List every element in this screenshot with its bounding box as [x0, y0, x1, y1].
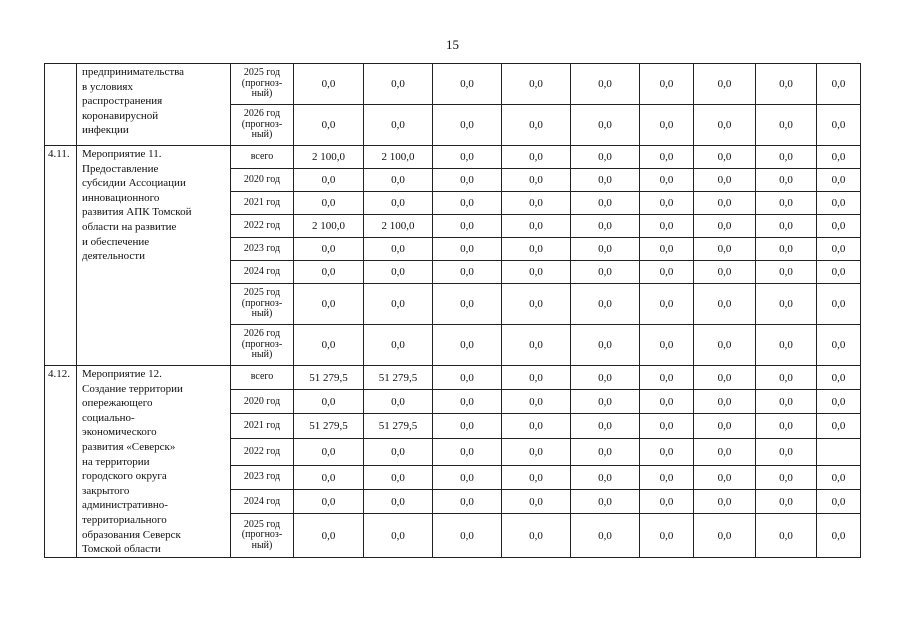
- year-cell: 2026 год (прогноз- ный): [231, 325, 294, 366]
- value-cell: 0,0: [364, 105, 433, 146]
- value-cell: 0,0: [694, 192, 756, 215]
- value-cell: 51 279,5: [294, 414, 364, 438]
- value-cell: 0,0: [640, 146, 694, 169]
- page-number: 15: [446, 37, 459, 52]
- value-cell: 0,0: [502, 261, 571, 284]
- value-cell: 0,0: [502, 284, 571, 325]
- value-cell: 2 100,0: [364, 146, 433, 169]
- budget-table: [44, 63, 861, 558]
- value-cell: 0,0: [571, 169, 640, 192]
- value-cell: 0,0: [433, 390, 502, 414]
- value-cell: 0,0: [694, 146, 756, 169]
- value-cell: 0,0: [756, 366, 817, 390]
- table-row: [45, 64, 861, 105]
- value-cell: 0,0: [294, 192, 364, 215]
- value-cell: 0,0: [502, 366, 571, 390]
- value-cell: 0,0: [640, 192, 694, 215]
- value-cell: 0,0: [571, 438, 640, 465]
- table-row: [45, 366, 861, 390]
- value-cell: 0,0: [817, 261, 861, 284]
- value-cell: 0,0: [571, 238, 640, 261]
- value-cell: 0,0: [694, 390, 756, 414]
- year-cell: всего: [231, 146, 294, 169]
- value-cell: 0,0: [817, 366, 861, 390]
- value-cell: 0,0: [756, 238, 817, 261]
- value-cell: 0,0: [364, 64, 433, 105]
- value-cell: 0,0: [294, 490, 364, 514]
- value-cell: 0,0: [433, 414, 502, 438]
- value-cell: 0,0: [694, 238, 756, 261]
- year-cell: 2026 год (прогноз- ный): [231, 105, 294, 146]
- value-cell: 0,0: [433, 192, 502, 215]
- value-cell: 0,0: [694, 284, 756, 325]
- value-cell: 0,0: [640, 105, 694, 146]
- value-cell: 0,0: [364, 514, 433, 557]
- value-cell: 0,0: [571, 490, 640, 514]
- value-cell: 0,0: [294, 169, 364, 192]
- value-cell: 0,0: [640, 284, 694, 325]
- measure-number: 4.11.: [45, 146, 77, 366]
- value-cell: 0,0: [817, 284, 861, 325]
- value-cell: 51 279,5: [364, 414, 433, 438]
- value-cell: 0,0: [502, 192, 571, 215]
- value-cell: 0,0: [502, 169, 571, 192]
- value-cell: 0,0: [433, 146, 502, 169]
- value-cell: 0,0: [433, 64, 502, 105]
- value-cell: 0,0: [294, 261, 364, 284]
- value-cell: 0,0: [433, 490, 502, 514]
- value-cell: 0,0: [364, 325, 433, 366]
- value-cell: 0,0: [364, 284, 433, 325]
- value-cell: 0,0: [817, 466, 861, 490]
- measure-number: [45, 64, 77, 146]
- value-cell: 0,0: [817, 169, 861, 192]
- value-cell: 0,0: [756, 146, 817, 169]
- year-cell: 2023 год: [231, 466, 294, 490]
- value-cell: 2 100,0: [294, 215, 364, 238]
- value-cell: 0,0: [364, 466, 433, 490]
- value-cell: 0,0: [817, 192, 861, 215]
- value-cell: 0,0: [694, 466, 756, 490]
- year-cell: 2023 год: [231, 238, 294, 261]
- value-cell: 0,0: [502, 105, 571, 146]
- value-cell: 0,0: [571, 64, 640, 105]
- year-cell: 2022 год: [231, 438, 294, 465]
- value-cell: 0,0: [364, 192, 433, 215]
- value-cell: 0,0: [571, 192, 640, 215]
- value-cell: 0,0: [817, 64, 861, 105]
- value-cell: 0,0: [433, 366, 502, 390]
- value-cell: 0,0: [294, 105, 364, 146]
- value-cell: 0,0: [502, 438, 571, 465]
- value-cell: 0,0: [640, 490, 694, 514]
- value-cell: 0,0: [817, 325, 861, 366]
- value-cell: 0,0: [433, 238, 502, 261]
- value-cell: [817, 438, 861, 465]
- value-cell: 0,0: [694, 64, 756, 105]
- table-row: [45, 146, 861, 169]
- value-cell: 0,0: [433, 514, 502, 557]
- value-cell: 0,0: [571, 390, 640, 414]
- value-cell: 0,0: [571, 284, 640, 325]
- value-cell: 0,0: [294, 238, 364, 261]
- value-cell: 0,0: [502, 146, 571, 169]
- value-cell: 0,0: [640, 466, 694, 490]
- value-cell: 0,0: [640, 261, 694, 284]
- year-cell: 2021 год: [231, 414, 294, 438]
- value-cell: 0,0: [294, 438, 364, 465]
- value-cell: 0,0: [502, 325, 571, 366]
- value-cell: 0,0: [364, 438, 433, 465]
- value-cell: 0,0: [294, 64, 364, 105]
- value-cell: 0,0: [433, 325, 502, 366]
- value-cell: 0,0: [694, 169, 756, 192]
- value-cell: 0,0: [294, 390, 364, 414]
- value-cell: 0,0: [294, 284, 364, 325]
- year-cell: 2020 год: [231, 390, 294, 414]
- value-cell: 0,0: [571, 146, 640, 169]
- value-cell: 0,0: [756, 325, 817, 366]
- value-cell: 0,0: [571, 466, 640, 490]
- value-cell: 0,0: [640, 438, 694, 465]
- value-cell: 0,0: [364, 238, 433, 261]
- value-cell: 0,0: [756, 414, 817, 438]
- value-cell: 0,0: [502, 215, 571, 238]
- measure-description: Мероприятие 12. Создание территории опережающего социально- экономического развития «Северск» на территории городского округа закрытого административно- территориального образования Северск Томской области: [77, 366, 231, 558]
- value-cell: 0,0: [756, 514, 817, 557]
- value-cell: 0,0: [640, 215, 694, 238]
- value-cell: 0,0: [571, 514, 640, 557]
- value-cell: 0,0: [756, 466, 817, 490]
- year-cell: 2024 год: [231, 490, 294, 514]
- value-cell: 0,0: [433, 466, 502, 490]
- year-cell: 2022 год: [231, 215, 294, 238]
- value-cell: 0,0: [817, 238, 861, 261]
- value-cell: 0,0: [756, 490, 817, 514]
- value-cell: 0,0: [756, 438, 817, 465]
- value-cell: 0,0: [694, 438, 756, 465]
- value-cell: 0,0: [433, 169, 502, 192]
- value-cell: 0,0: [640, 514, 694, 557]
- value-cell: 0,0: [756, 192, 817, 215]
- value-cell: 0,0: [640, 366, 694, 390]
- value-cell: 0,0: [817, 514, 861, 557]
- value-cell: 0,0: [694, 490, 756, 514]
- value-cell: 0,0: [433, 215, 502, 238]
- value-cell: 0,0: [571, 414, 640, 438]
- value-cell: 0,0: [817, 146, 861, 169]
- year-cell: 2021 год: [231, 192, 294, 215]
- year-cell: всего: [231, 366, 294, 390]
- value-cell: 0,0: [694, 215, 756, 238]
- value-cell: 0,0: [502, 390, 571, 414]
- value-cell: 2 100,0: [364, 215, 433, 238]
- value-cell: 0,0: [817, 105, 861, 146]
- value-cell: 0,0: [364, 490, 433, 514]
- year-cell: 2025 год (прогноз- ный): [231, 64, 294, 105]
- value-cell: 0,0: [817, 414, 861, 438]
- value-cell: 0,0: [640, 64, 694, 105]
- value-cell: 0,0: [571, 261, 640, 284]
- value-cell: 0,0: [694, 414, 756, 438]
- value-cell: 0,0: [817, 390, 861, 414]
- value-cell: 0,0: [433, 284, 502, 325]
- value-cell: 0,0: [502, 514, 571, 557]
- value-cell: 0,0: [694, 514, 756, 557]
- value-cell: 0,0: [640, 414, 694, 438]
- value-cell: 0,0: [756, 261, 817, 284]
- measure-number: 4.12.: [45, 366, 77, 558]
- measure-description: Мероприятие 11. Предоставление субсидии Ассоциации инновационного развития АПК Томской области на развитие и обеспечение деятельности: [77, 146, 231, 366]
- year-cell: 2025 год (прогноз- ный): [231, 514, 294, 557]
- value-cell: 2 100,0: [294, 146, 364, 169]
- value-cell: 0,0: [364, 390, 433, 414]
- value-cell: 51 279,5: [294, 366, 364, 390]
- value-cell: 0,0: [502, 466, 571, 490]
- value-cell: 0,0: [817, 215, 861, 238]
- value-cell: 0,0: [364, 261, 433, 284]
- value-cell: 0,0: [364, 169, 433, 192]
- value-cell: 0,0: [694, 325, 756, 366]
- value-cell: 0,0: [756, 64, 817, 105]
- value-cell: 0,0: [756, 390, 817, 414]
- value-cell: 0,0: [571, 325, 640, 366]
- value-cell: 0,0: [502, 64, 571, 105]
- value-cell: 0,0: [756, 215, 817, 238]
- value-cell: 0,0: [694, 261, 756, 284]
- value-cell: 0,0: [294, 514, 364, 557]
- value-cell: 0,0: [756, 105, 817, 146]
- value-cell: 0,0: [571, 105, 640, 146]
- value-cell: 0,0: [571, 215, 640, 238]
- value-cell: 0,0: [433, 438, 502, 465]
- value-cell: 0,0: [502, 490, 571, 514]
- value-cell: 0,0: [756, 284, 817, 325]
- value-cell: 0,0: [433, 105, 502, 146]
- value-cell: 0,0: [694, 105, 756, 146]
- value-cell: 0,0: [433, 261, 502, 284]
- value-cell: 0,0: [817, 490, 861, 514]
- value-cell: 0,0: [640, 390, 694, 414]
- value-cell: 0,0: [694, 366, 756, 390]
- year-cell: 2024 год: [231, 261, 294, 284]
- value-cell: 51 279,5: [364, 366, 433, 390]
- year-cell: 2020 год: [231, 169, 294, 192]
- measure-description: предпринимательства в условиях распространения коронавирусной инфекции: [77, 64, 231, 146]
- value-cell: 0,0: [640, 169, 694, 192]
- value-cell: 0,0: [502, 238, 571, 261]
- value-cell: 0,0: [294, 325, 364, 366]
- value-cell: 0,0: [640, 325, 694, 366]
- value-cell: 0,0: [502, 414, 571, 438]
- year-cell: 2025 год (прогноз- ный): [231, 284, 294, 325]
- table-body: [45, 64, 861, 558]
- value-cell: 0,0: [640, 238, 694, 261]
- value-cell: 0,0: [756, 169, 817, 192]
- value-cell: 0,0: [294, 466, 364, 490]
- value-cell: 0,0: [571, 366, 640, 390]
